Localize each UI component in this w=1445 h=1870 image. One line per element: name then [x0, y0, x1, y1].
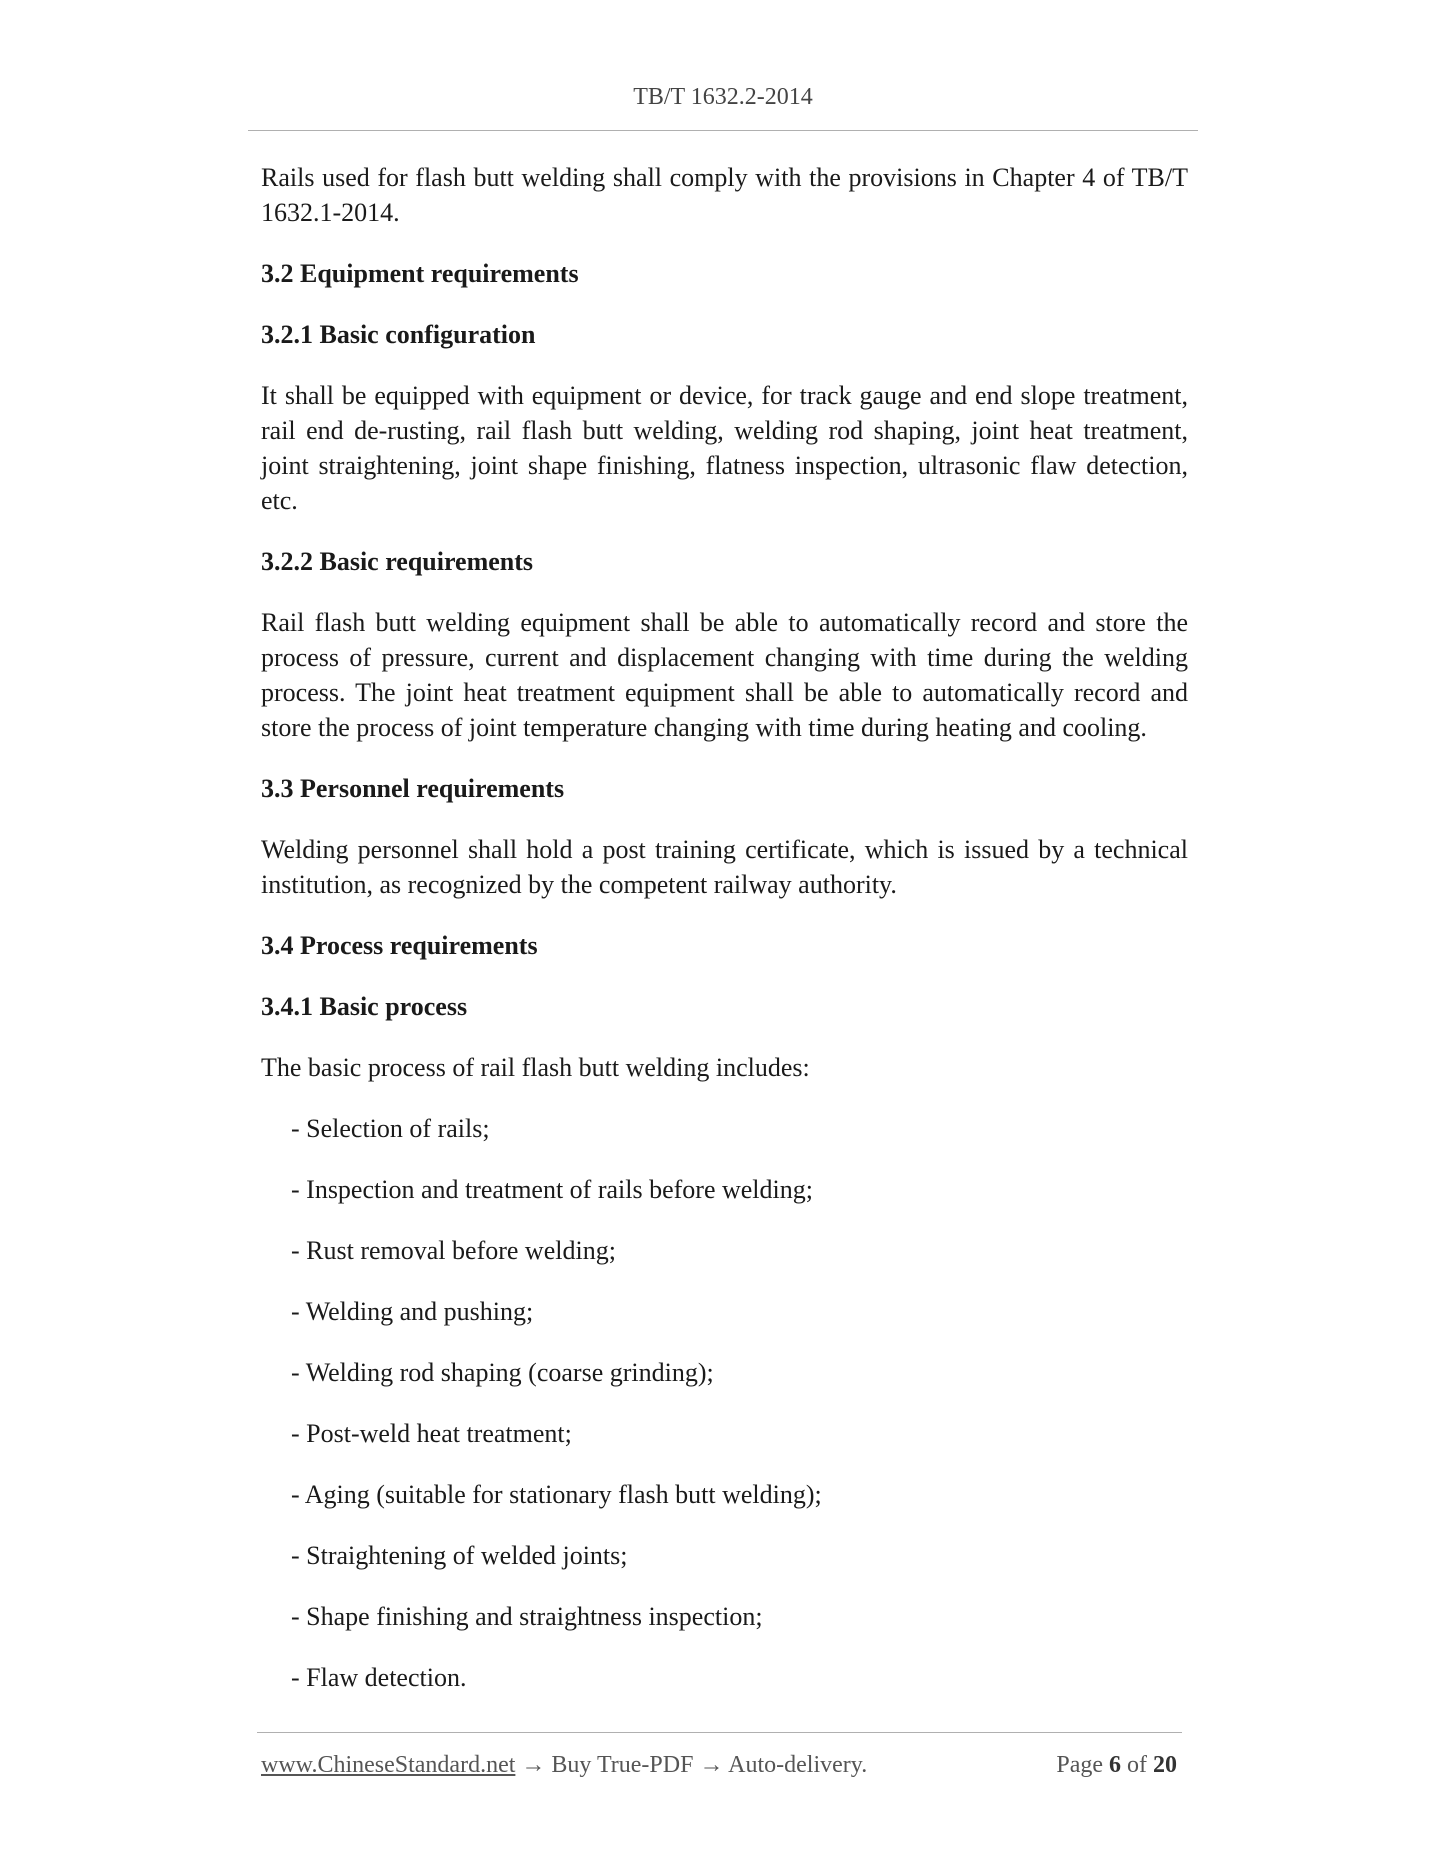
arrow-icon: →: [699, 1752, 724, 1778]
page-number: 6: [1109, 1752, 1121, 1778]
section-heading-3-2: 3.2 Equipment requirements: [261, 259, 579, 288]
list-item: - Selection of rails;: [291, 1114, 490, 1143]
header-divider: [248, 130, 1198, 131]
page-indicator: [1056, 1752, 1177, 1779]
section-heading-3-2-2: 3.2.2 Basic requirements: [261, 547, 534, 576]
website-link[interactable]: www.ChineseStandard.net: [261, 1752, 516, 1778]
list-item: - Inspection and treatment of rails before welding;: [291, 1175, 813, 1204]
list-item: - Rust removal before welding;: [291, 1236, 616, 1265]
total-pages: 20: [1153, 1752, 1177, 1778]
footer-divider: [257, 1732, 1182, 1733]
paragraph-basic-process: The basic process of rail flash butt welding includes:: [261, 1053, 810, 1082]
document-body: [261, 160, 1188, 1721]
buy-pdf-text: Buy True-PDF: [551, 1752, 694, 1778]
list-item: - Welding rod shaping (coarse grinding);: [291, 1358, 714, 1387]
list-item: - Flaw detection.: [291, 1663, 467, 1692]
arrow-icon: →: [521, 1752, 546, 1778]
auto-delivery-text: Auto-delivery.: [728, 1752, 868, 1778]
page-label: Page: [1056, 1752, 1103, 1778]
paragraph-rails: Rails used for flash butt welding shall comply with the provisions in Chapter 4 of TB/T 1632.1-2014.: [261, 163, 1188, 227]
list-item: - Shape finishing and straightness inspection;: [291, 1602, 763, 1631]
section-heading-3-4-1: 3.4.1 Basic process: [261, 992, 468, 1021]
list-item: - Welding and pushing;: [291, 1297, 534, 1326]
list-item: - Post-weld heat treatment;: [291, 1419, 572, 1448]
paragraph-basic-requirements: Rail flash butt welding equipment shall be able to automatically record and store the process of pressure, current and displacement changing with time during the welding process. The joint heat treatment equipment shall be able to automatically record and store the process of joint temperature changing with time during heating and cooling.: [261, 608, 1188, 742]
of-label: of: [1127, 1752, 1147, 1778]
section-heading-3-2-1: 3.2.1 Basic configuration: [261, 320, 536, 349]
paragraph-basic-configuration: It shall be equipped with equipment or device, for track gauge and end slope treatment, rail end de-rusting, rail flash butt welding, welding rod shaping, joint heat treatment, joint straightening, joint shape finishing, flatness inspection, ultrasonic flaw detection, etc.: [261, 381, 1188, 515]
section-heading-3-3: 3.3 Personnel requirements: [261, 774, 565, 803]
list-item: - Aging (suitable for stationary flash butt welding);: [291, 1480, 822, 1509]
paragraph-personnel: Welding personnel shall hold a post training certificate, which is issued by a technical institution, as recognized by the competent railway authority.: [261, 835, 1188, 899]
list-item: - Straightening of welded joints;: [291, 1541, 628, 1570]
footer-links: [261, 1752, 867, 1779]
section-heading-3-4: 3.4 Process requirements: [261, 931, 538, 960]
page-header: TB/T 1632.2-2014: [633, 84, 813, 110]
